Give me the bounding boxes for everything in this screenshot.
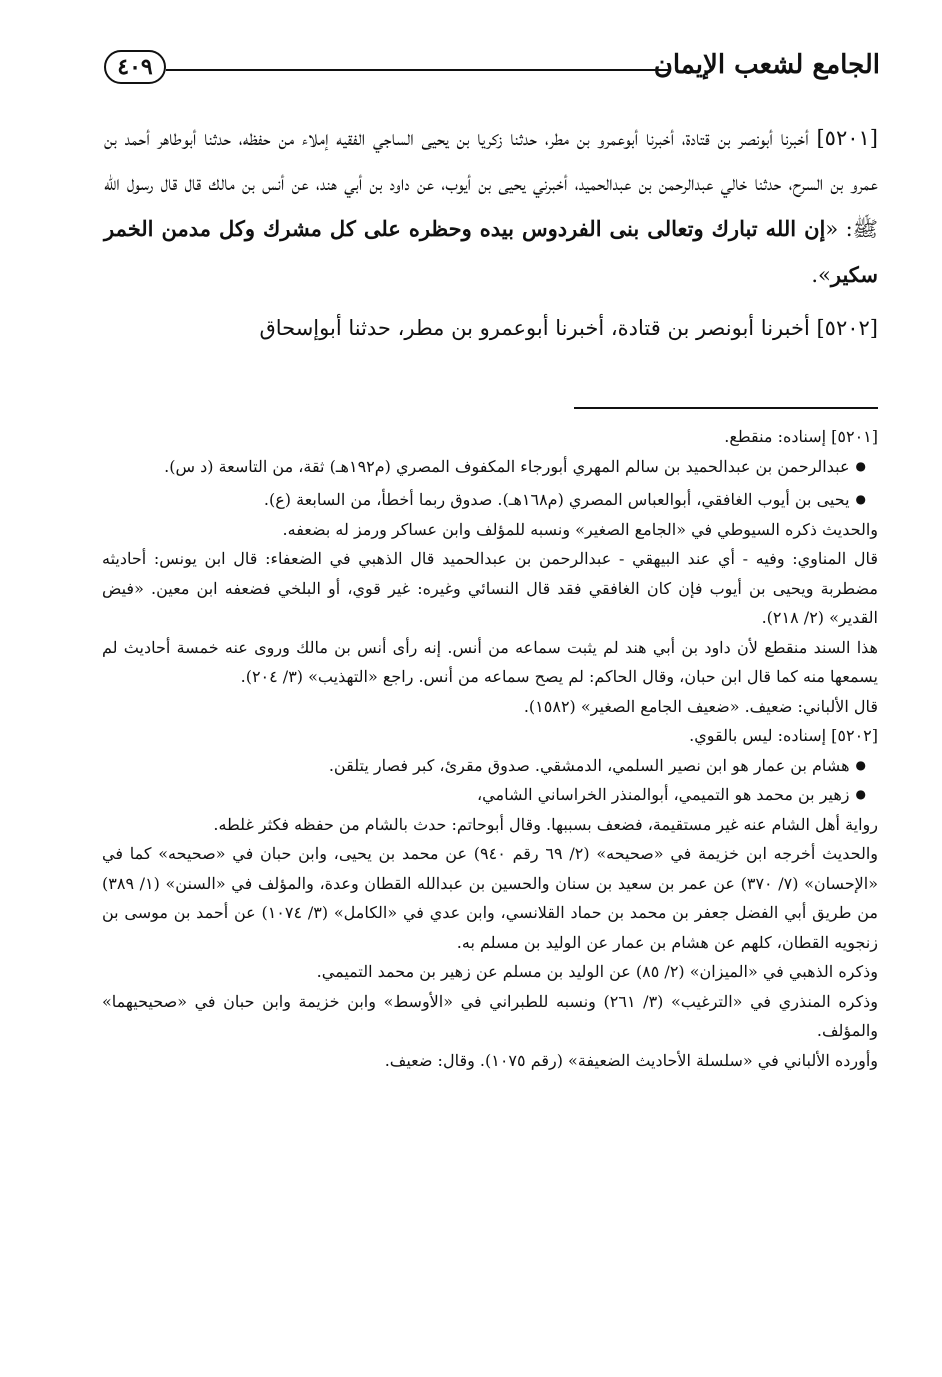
note-5201-para-2: قال المناوي: وفيه - أي عند البيهقي - عبدالرحمن بن عبدالحميد قال الذهبي في الضعفاء: قال ابن يونس: أحاديثه مضطربة ويحيى بن أيوب فإن كان الغافقي فقد قال النسائي وغيره: غير قوي، أو البلخي فضعفه ابن معين. «فيض القدير» (٢/ ٢١٨). — [102, 549, 878, 627]
header-rule — [166, 69, 670, 71]
note-5202-heading: [٥٢٠٢] إسناده: ليس بالقوي. — [689, 726, 878, 745]
note-5202-para-2: والحديث أخرجه ابن خزيمة في «صحيحه» (٢/ ٦٩ رقم ٩٤٠) عن محمد بن يحيى، وابن حبان في «صحيحه» كما في «الإحسان» (٧/ ٣٧٠) عن عمر بن سعيد بن سنان والحسين بن عبدالله القطان وعدة، والمؤلف في «السنن» (١/ ٣٨٩) من طريق أبي الفضل جعفر بن محمد بن حماد القلانسي، وابن عدي في «الكامل» (٣/ ١٠٧٤) عن أحمد بن موسى بن زنجويه القطان، كلهم عن هشام بن عمار عن الوليد بن مسلم به. — [102, 844, 879, 952]
footnote-separator — [574, 407, 878, 409]
hadith-5201-isnad: [٥٢٠١] أخبرنا أبونصر بن قتادة، أخبرنا أبوعمرو بن مطر، حدثنا زكريا بن يحيى الساجي الفقيه إملاء من حفظه، حدثنا أبوطاهر أحمد بن عمرو بن السرح، حدثنا خالي عبدالرحمن بن عبدالحميد، أخبرني يحيى بن أيوب، عن داود بن أبي هند، عن أنس بن مالك قال قال رسول الله ﷺ: « — [104, 126, 879, 241]
running-header — [104, 44, 880, 100]
hadith-5201-end: ». — [811, 263, 831, 287]
hadith-5202: [٥٢٠٢] أخبرنا أبونصر بن قتادة، أخبرنا أبوعمرو بن مطر، حدثنا أبوإسحاق — [259, 316, 878, 340]
bullet-icon: ● — [855, 757, 866, 772]
note-5202-para-3: وذكره الذهبي في «الميزان» (٢/ ٨٥) عن الوليد بن مسلم عن زهير بن محمد التميمي. — [316, 962, 878, 981]
note-5201-heading: [٥٢٠١] إسناده: منقطع. — [724, 427, 878, 446]
bullet-icon: ● — [855, 458, 866, 473]
note-5202-para-4: وذكره المنذري في «الترغيب» (٣/ ٢٦١) ونسبه للطبراني في «الأوسط» وابن خزيمة وابن حبان في «صحيحيهما» والمؤلف. — [102, 991, 879, 1040]
hadith-5201 — [104, 116, 878, 298]
footnotes — [102, 422, 878, 1075]
note-5201-narrator-1 — [102, 452, 878, 482]
note-5202-narrator-2-text: زهير بن محمد هو التميمي، أبوالمنذر الخراساني الشامي، — [477, 785, 850, 804]
note-5201-narrator-2 — [102, 485, 878, 515]
note-5201-narrator-1-text: عبدالرحمن بن عبدالحميد بن سالم المهري أبورجاء المكفوف المصري (م١٩٢هـ) ثقة، من التاسعة (د س). — [164, 456, 850, 476]
note-5201-para-4: قال الألباني: ضعيف. «ضعيف الجامع الصغير» (١٥٨٢). — [523, 696, 878, 716]
bullet-icon: ● — [855, 492, 866, 506]
page-number: ٤٠٩ — [104, 50, 166, 84]
main-text — [104, 116, 878, 351]
note-5202-narrator-1-text: هشام بن عمار هو ابن نصير السلمي، الدمشقي. صدوق مقرئ، كبر فصار يتلقن. — [328, 755, 850, 775]
note-5201-para-1: والحديث ذكره السيوطي في «الجامع الصغير» ونسبه للمؤلف وابن عساكر ورمز له بضعفه. — [282, 519, 878, 539]
note-5202-narrator-2 — [102, 780, 878, 810]
note-5201-para-3: هذا السند منقطع لأن داود بن أبي هند لم يثبت سماعه من أنس. إنه رأى أنس بن مالك وروى عنه خمسة أحاديث لم يسمعها منه كما قال ابن حبان، وقال الحاكم: لم يصح سماعه من أنس. راجع «التهذيب» (٣/ ٢٠٤). — [102, 637, 878, 686]
bullet-icon: ● — [855, 787, 866, 801]
note-5202-para-1: رواية أهل الشام عنه غير مستقيمة، فضعف بسببها. وقال أبوحاتم: حدث بالشام من حفظه فكثر غلطه. — [213, 814, 878, 834]
note-5202-narrator-1 — [102, 751, 878, 781]
book-title: الجامع لشعب الإيمان — [653, 50, 880, 80]
note-5202-para-5: وأورده الألباني في «سلسلة الأحاديث الضعيفة» (رقم ١٠٧٥). وقال: ضعيف. — [384, 1050, 878, 1070]
note-5201-narrator-2-text: يحيى بن أيوب الغافقي، أبوالعباس المصري (م١٦٨هـ). صدوق ربما أخطأ، من السابعة (ع). — [263, 490, 850, 509]
hadith-5201-matn: إن الله تبارك وتعالى بنى الفردوس بيده وحظره على كل مشرك وكل مدمن الخمر سكير — [104, 216, 878, 287]
